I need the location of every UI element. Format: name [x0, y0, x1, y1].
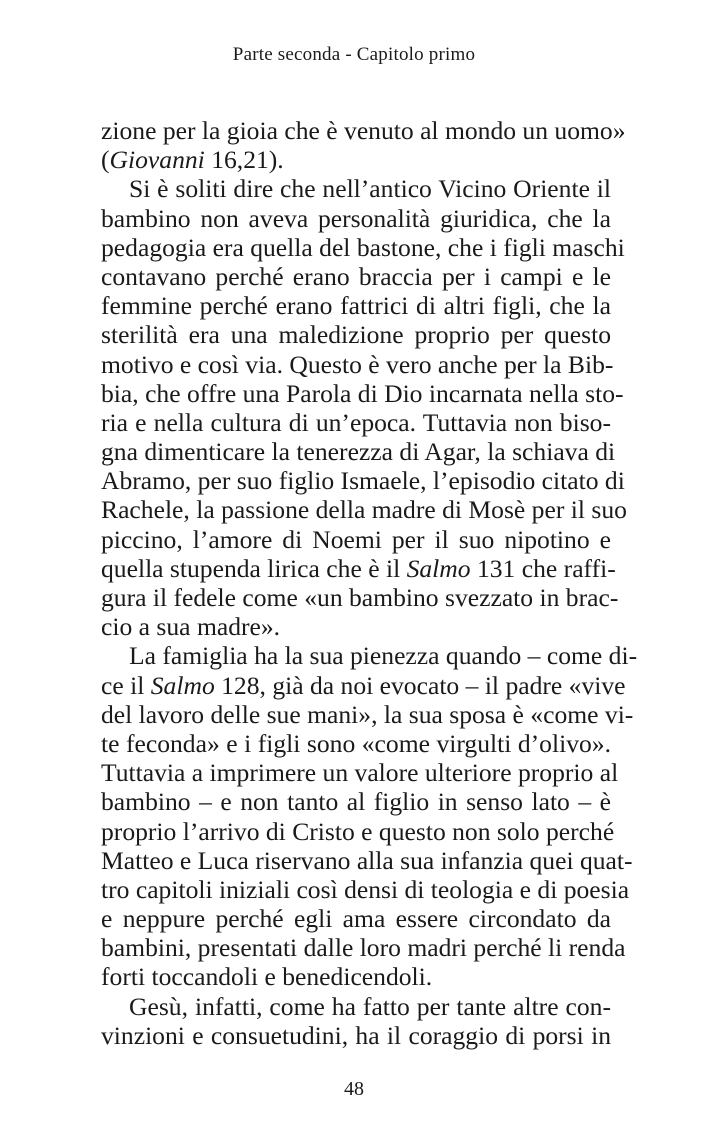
text-segment: bambino non aveva personalità giuridica, che la: [101, 203, 611, 233]
text-line: [101, 583, 619, 612]
text-line: [101, 378, 624, 408]
text-segment: del lavoro delle sue mani», la sua sposa è «come vi-: [101, 699, 634, 729]
text-segment: gna dimenticare la tenerezza di Agar, la schiava di: [101, 437, 616, 467]
text-segment: cio a sua madre».: [101, 612, 281, 642]
text-line: [101, 612, 611, 641]
text-segment: motivo e così via. Questo è vero anche per la Bib-: [101, 349, 614, 379]
text-line: [101, 349, 614, 379]
text-line: [101, 525, 611, 554]
text-line: [101, 145, 611, 174]
text-segment: ce il: [101, 670, 151, 700]
text-line: [101, 787, 611, 816]
text-line: [101, 232, 625, 262]
text-line: [101, 116, 626, 145]
text-segment: pedagogia era quella del bastone, che i figli maschi: [101, 232, 625, 262]
text-segment: 16,21).: [204, 145, 284, 175]
text-segment: quella stupenda lirica che è il: [101, 553, 407, 583]
text-line: [101, 262, 611, 291]
text-segment: La famiglia ha la sua pienezza quando – come di-: [129, 641, 638, 671]
text-line: [101, 758, 619, 788]
text-segment: proprio l’arrivo di Cristo e questo non solo perché: [101, 816, 615, 846]
text-line: [101, 904, 611, 933]
text-segment: gura il fedele come «un bambino svezzato in brac-: [101, 583, 619, 612]
italic-title: Salmo: [150, 670, 215, 700]
text-line: [101, 816, 615, 846]
text-line: [101, 962, 611, 991]
text-segment: e neppure perché egli ama essere circondato da: [101, 904, 611, 934]
text-segment: sterilità era una maledizione proprio per questo: [101, 320, 611, 350]
text-line: [101, 670, 626, 700]
text-line: [101, 174, 611, 203]
text-segment: tro capitoli iniziali così densi di teologia e di poesia: [101, 874, 630, 904]
text-segment: bambino – e non tanto al figlio in senso lato – è: [101, 787, 611, 817]
text-line: [101, 466, 625, 496]
text-segment: Rachele, la passione della madre di Mosè per il suo: [101, 495, 627, 525]
text-segment: forti toccandoli e benedicendoli.: [101, 962, 433, 992]
text-line: [101, 437, 616, 467]
page-number: 48: [344, 1078, 364, 1100]
text-segment: Matteo e Luca riservano alla sua infanzia quei quat-: [101, 845, 633, 875]
italic-title: Salmo: [406, 553, 471, 583]
text-line: [101, 495, 627, 525]
text-line: [101, 408, 611, 437]
text-segment: Tuttavia a imprimere un valore ulteriore proprio al: [101, 758, 619, 788]
text-segment: Si è soliti dire che nell’antico Vicino Oriente il: [129, 174, 611, 204]
text-segment: 131 che raffi-: [470, 553, 616, 583]
italic-title: Giovanni: [109, 145, 205, 175]
text-segment: contavano perché erano braccia per i campi e le: [101, 261, 611, 291]
text-line: [101, 874, 630, 904]
text-line: [101, 699, 634, 729]
text-line: [101, 204, 611, 233]
text-segment: femmine perché erano fattrici di altri figli, che la: [101, 291, 611, 321]
text-segment: piccino, l’amore di Noemi per il suo nipotino e: [101, 524, 611, 554]
text-line: [101, 933, 626, 963]
text-segment: bambini, presentati dalle loro madri perché li renda: [101, 933, 626, 963]
text-segment: Gesù, infatti, come ha fatto per tante altre con-: [129, 991, 611, 1021]
text-line: [101, 992, 611, 1021]
text-segment: 128, già da noi evocato – il padre «vive: [214, 670, 626, 700]
body-text: [101, 116, 638, 1050]
text-segment: (: [101, 145, 110, 175]
text-segment: bia, che offre una Parola di Dio incarnata nella sto-: [101, 378, 624, 408]
text-line: [101, 320, 611, 349]
text-segment: Abramo, per suo figlio Ismaele, l’episodio citato di: [101, 466, 625, 496]
text-line: [101, 729, 611, 758]
text-line: [101, 845, 633, 875]
text-line: [101, 291, 611, 320]
text-line: [101, 641, 638, 671]
running-header: Parte seconda - Capitolo primo: [232, 44, 476, 65]
text-line: [101, 1021, 611, 1050]
text-segment: ria e nella cultura di un’epoca. Tuttavia non biso-: [101, 407, 611, 437]
text-line: [101, 553, 616, 583]
text-segment: vinzioni e consuetudini, ha il coraggio di porsi in: [101, 1020, 611, 1050]
text-segment: te feconda» e i figli sono «come virgulti d’olivo».: [101, 728, 611, 758]
text-segment: zione per la gioia che è venuto al mondo un uomo»: [101, 116, 626, 145]
